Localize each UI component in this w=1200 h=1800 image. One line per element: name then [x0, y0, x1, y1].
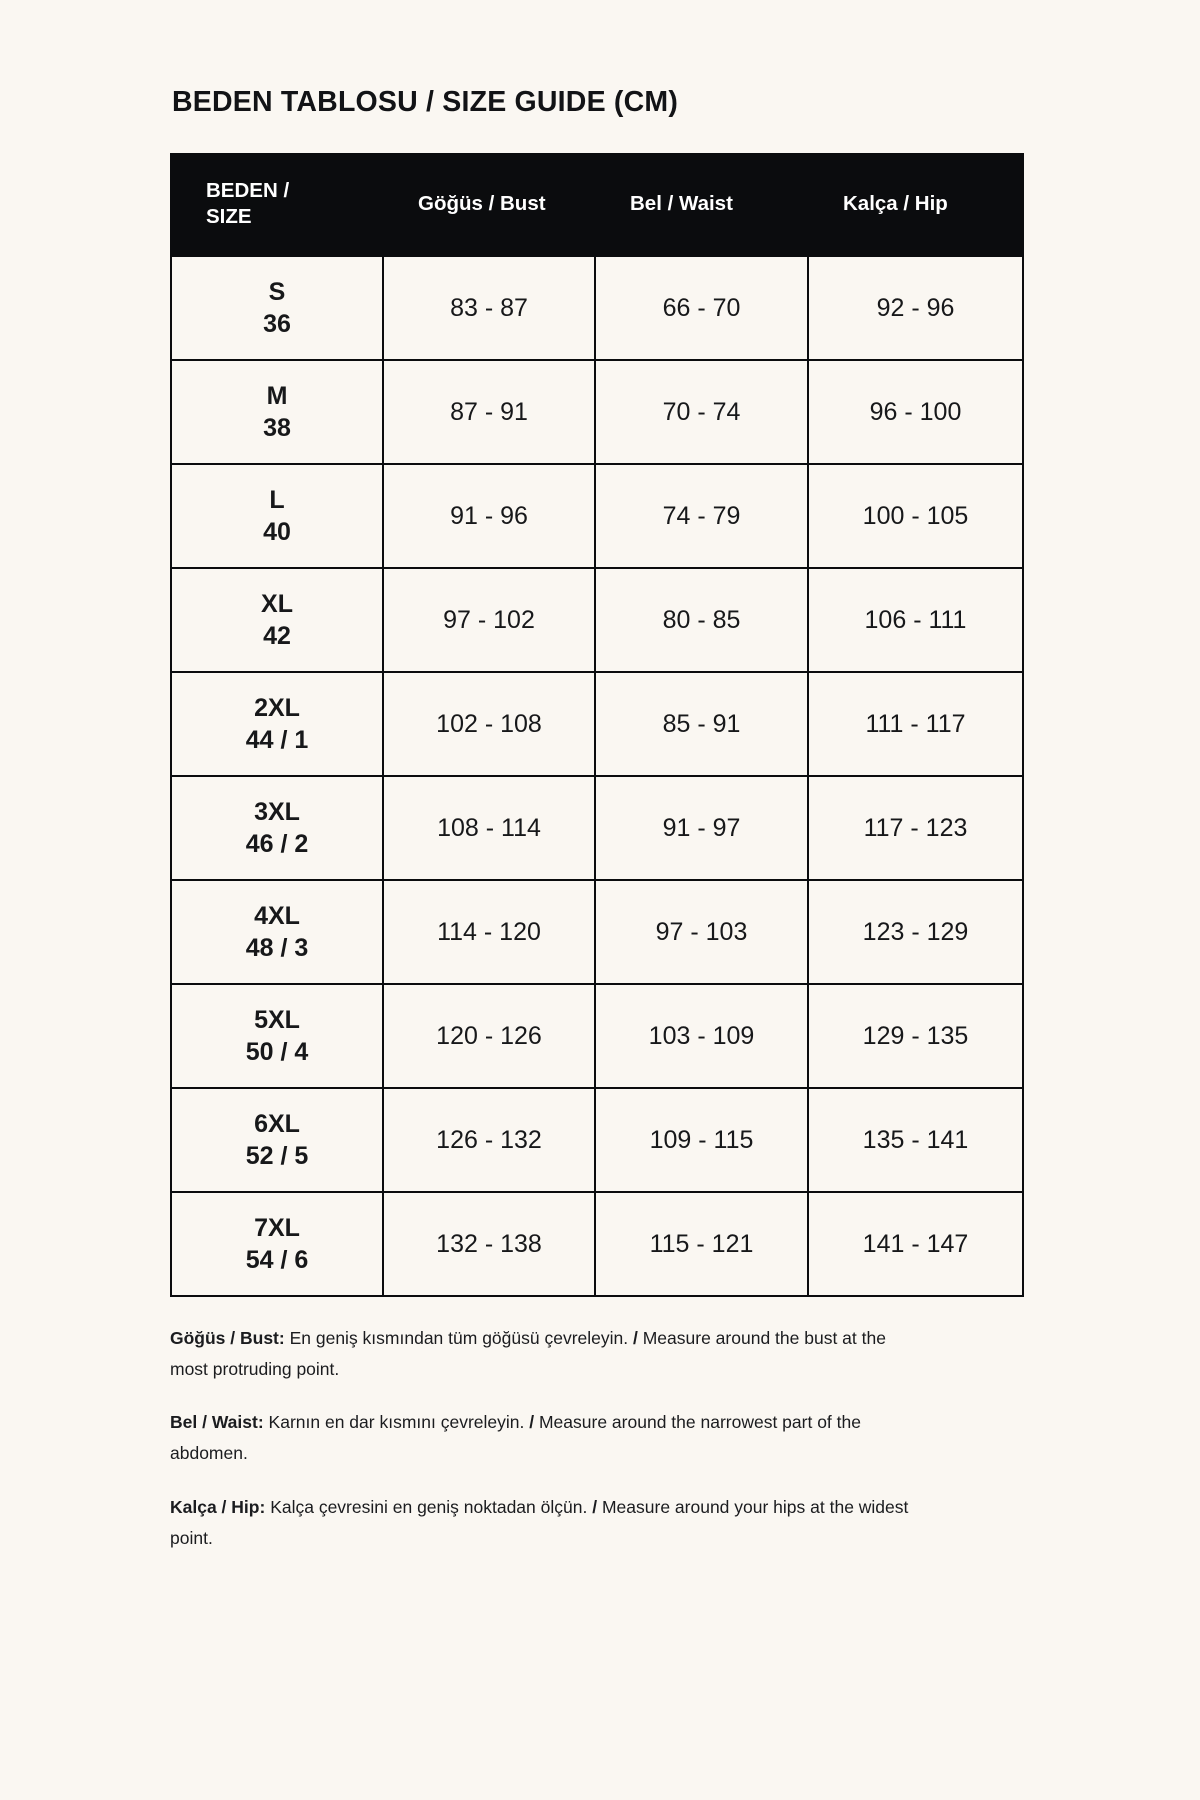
size-number: 40 [263, 518, 291, 546]
cell-size [171, 360, 383, 464]
note-waist-label: Bel / Waist: [170, 1412, 264, 1433]
cell-waist: 115 - 121 [595, 1192, 808, 1296]
size-letter: 5XL [254, 1005, 300, 1034]
size-letter: 2XL [254, 693, 300, 722]
size-number: 46 / 2 [245, 830, 309, 858]
note-waist-en: Measure around the narrowest part of the abdomen. [170, 1412, 861, 1464]
cell-waist: 66 - 70 [595, 256, 808, 360]
cell-waist: 85 - 91 [595, 672, 808, 776]
cell-waist: 91 - 97 [595, 776, 808, 880]
cell-hip: 129 - 135 [808, 984, 1023, 1088]
note-hip [170, 1492, 922, 1554]
size-number: 48 / 3 [245, 934, 309, 962]
note-hip-label: Kalça / Hip: [170, 1496, 266, 1517]
table-row [171, 256, 1023, 360]
cell-bust: 102 - 108 [383, 672, 595, 776]
cell-bust: 132 - 138 [383, 1192, 595, 1296]
table-header [171, 154, 1023, 256]
cell-hip: 135 - 141 [808, 1088, 1023, 1192]
cell-size [171, 464, 383, 568]
size-letter: XL [261, 589, 293, 618]
note-bust [170, 1323, 922, 1385]
note-waist-tr: Karnın en dar kısmını çevreleyin. [268, 1412, 525, 1433]
cell-waist: 74 - 79 [595, 464, 808, 568]
size-number: 36 [263, 310, 291, 338]
cell-bust: 120 - 126 [383, 984, 595, 1088]
table-row [171, 672, 1023, 776]
cell-hip: 96 - 100 [808, 360, 1023, 464]
size-number: 38 [263, 414, 291, 442]
cell-bust: 114 - 120 [383, 880, 595, 984]
cell-hip: 106 - 111 [808, 568, 1023, 672]
note-bust-separator: / [632, 1328, 638, 1348]
table-row [171, 1192, 1023, 1296]
cell-hip: 111 - 117 [808, 672, 1023, 776]
cell-bust: 97 - 102 [383, 568, 595, 672]
note-waist [170, 1407, 922, 1469]
size-number: 54 / 6 [245, 1246, 309, 1274]
size-number: 44 / 1 [245, 726, 309, 754]
note-bust-en: Measure around the bust at the most protruding point. [170, 1328, 886, 1380]
note-hip-tr: Kalça çevresini en geniş noktadan ölçün. [270, 1496, 588, 1517]
cell-waist: 103 - 109 [595, 984, 808, 1088]
size-number: 42 [263, 622, 291, 650]
cell-size [171, 1192, 383, 1296]
column-header-size-line1: BEDEN / [206, 178, 290, 202]
cell-waist: 70 - 74 [595, 360, 808, 464]
table-row [171, 880, 1023, 984]
cell-bust: 108 - 114 [383, 776, 595, 880]
cell-size [171, 776, 383, 880]
cell-hip: 100 - 105 [808, 464, 1023, 568]
size-letter: 4XL [254, 901, 300, 930]
note-hip-separator: / [592, 1496, 598, 1517]
cell-bust: 126 - 132 [383, 1088, 595, 1192]
size-letter: S [268, 277, 286, 306]
size-letter: M [266, 381, 288, 410]
column-header-hip: Kalça / Hip [808, 154, 1023, 256]
table-header-row [171, 154, 1023, 256]
cell-hip: 141 - 147 [808, 1192, 1023, 1296]
cell-size [171, 1088, 383, 1192]
cell-hip: 117 - 123 [808, 776, 1023, 880]
table-body [171, 256, 1023, 1296]
note-waist-separator: / [529, 1412, 535, 1433]
size-number: 50 / 4 [245, 1038, 309, 1066]
table-row [171, 568, 1023, 672]
cell-size [171, 256, 383, 360]
cell-bust: 91 - 96 [383, 464, 595, 568]
size-letter: 6XL [254, 1109, 300, 1138]
table-row [171, 984, 1023, 1088]
size-number: 52 / 5 [245, 1142, 309, 1170]
table-row [171, 1088, 1023, 1192]
cell-bust: 87 - 91 [383, 360, 595, 464]
note-bust-label: Göğüs / Bust: [170, 1328, 285, 1348]
cell-size [171, 880, 383, 984]
size-letter: 7XL [254, 1213, 300, 1242]
size-letter: 3XL [254, 797, 300, 826]
note-hip-en: Measure around your hips at the widest point. [170, 1496, 909, 1548]
page-title: BEDEN TABLOSU / SIZE GUIDE (CM) [172, 86, 679, 118]
table-row [171, 464, 1023, 568]
cell-waist: 97 - 103 [595, 880, 808, 984]
cell-size [171, 568, 383, 672]
cell-bust: 83 - 87 [383, 256, 595, 360]
table-row [171, 360, 1023, 464]
column-header-waist: Bel / Waist [595, 154, 808, 256]
cell-size [171, 672, 383, 776]
measurement-notes [170, 1323, 922, 1554]
size-guide-table [170, 153, 1024, 1297]
size-letter: L [269, 485, 285, 514]
column-header-size-line2: SIZE [206, 205, 252, 228]
cell-hip: 123 - 129 [808, 880, 1023, 984]
cell-waist: 109 - 115 [595, 1088, 808, 1192]
cell-size [171, 984, 383, 1088]
note-bust-tr: En geniş kısmından tüm göğüsü çevreleyin. [289, 1328, 629, 1348]
table-row [171, 776, 1023, 880]
cell-hip: 92 - 96 [808, 256, 1023, 360]
column-header-size [171, 154, 383, 256]
column-header-bust: Göğüs / Bust [383, 154, 595, 256]
cell-waist: 80 - 85 [595, 568, 808, 672]
